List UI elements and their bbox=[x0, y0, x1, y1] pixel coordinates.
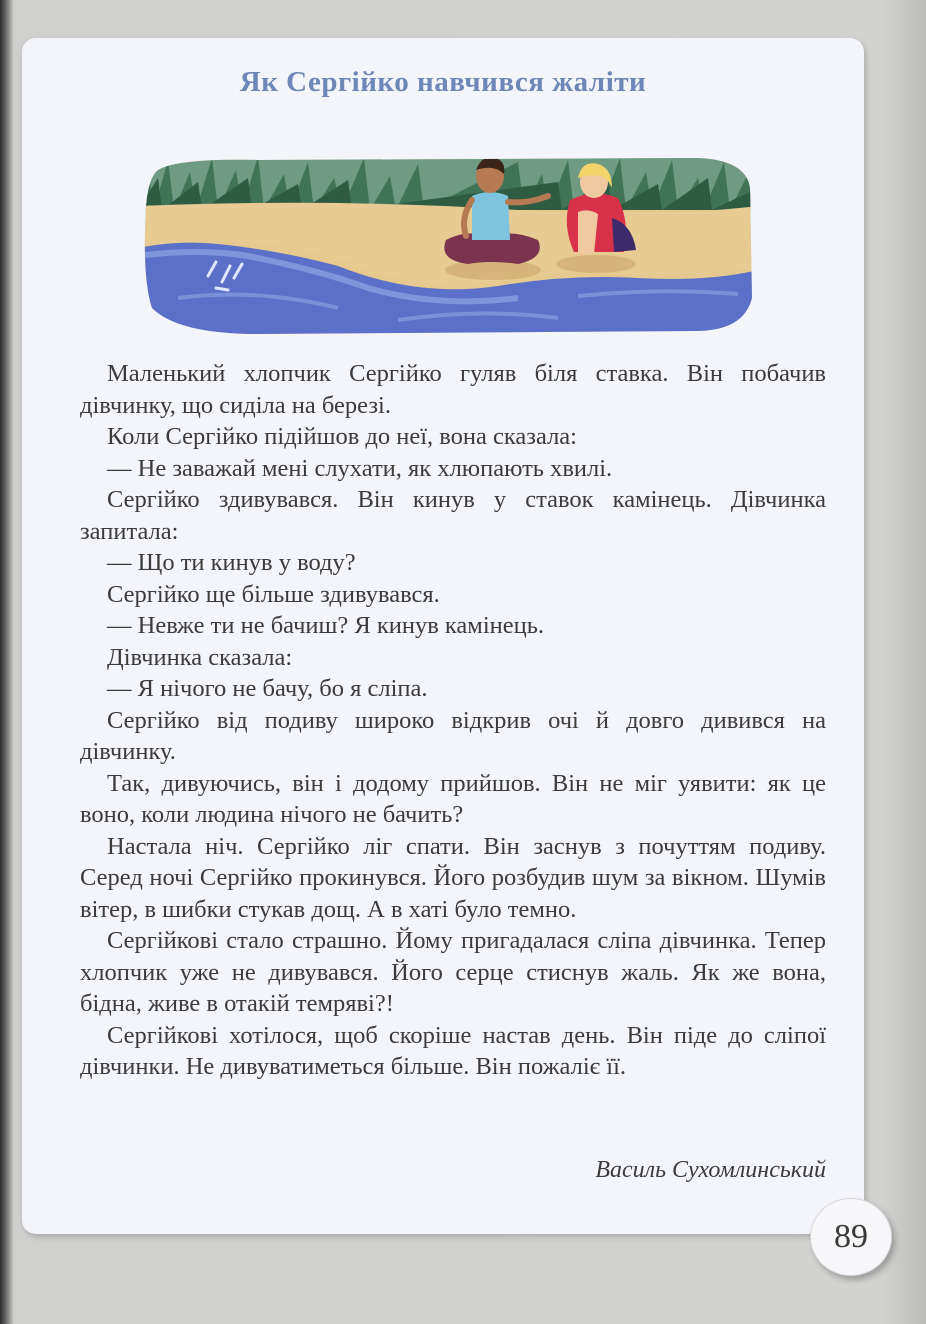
story-illustration bbox=[138, 148, 758, 338]
paragraph: Сергійкові стало страшно. Йому пригадалася сліпа дівчинка. Тепер хлопчик уже не дивувався. Його серце стиснув жаль. Як же вона, бідна, живе в отакій темряві?! bbox=[80, 927, 826, 1017]
paragraph: Настала ніч. Сергійко ліг спати. Він заснув з почуттям подиву. Серед ночі Сергійко прокинувся. Його розбудив шум за вікном. Шумів вітер, в шибки стукав дощ. А в хаті було темно. bbox=[80, 832, 826, 923]
paragraph: Сергійко ще більше здивувався. bbox=[107, 580, 440, 608]
paragraph: Так, дивуючись, він і додому прийшов. Він не міг уявити: як це воно, коли людина нічого не бачить? bbox=[80, 769, 826, 828]
paragraph: Дівчинка сказала: bbox=[107, 643, 293, 671]
reeds-grass bbox=[138, 148, 758, 210]
paragraph: Коли Сергійко підійшов до неї, вона сказала: bbox=[107, 423, 577, 450]
paragraph: Сергійкові хотілося, щоб скоріше настав день. Він піде до сліпої дівчинки. Не дивуватиметься більше. Він пожаліє її. bbox=[80, 1021, 826, 1080]
story-title: Як Сергійко навчився жаліти bbox=[239, 66, 647, 98]
paragraph: — Я нічого не бачу, бо я сліпа. bbox=[107, 675, 428, 702]
paragraph: — Не заважай мені слухати, як хлюпають хвилі. bbox=[107, 454, 613, 482]
paragraph: — Невже ти не бачиш? Я кинув камінець. bbox=[107, 612, 545, 639]
story-author: Василь Сухомлинський bbox=[595, 1157, 826, 1183]
paragraph: Сергійко здивувався. Він кинув у ставок камінець. Дівчинка запитала: bbox=[80, 486, 826, 545]
paragraph: Сергійко від подиву широко відкрив очі й довго дивився на дівчинку. bbox=[80, 706, 826, 765]
page-number-badge: 89 bbox=[810, 1198, 892, 1276]
paragraph: — Що ти кинув у воду? bbox=[107, 549, 356, 576]
paragraph: Маленький хлопчик Сергійко гуляв біля ставка. Він побачив дівчинку, що сиділа на березі. bbox=[80, 360, 826, 419]
story-text bbox=[80, 358, 826, 1083]
